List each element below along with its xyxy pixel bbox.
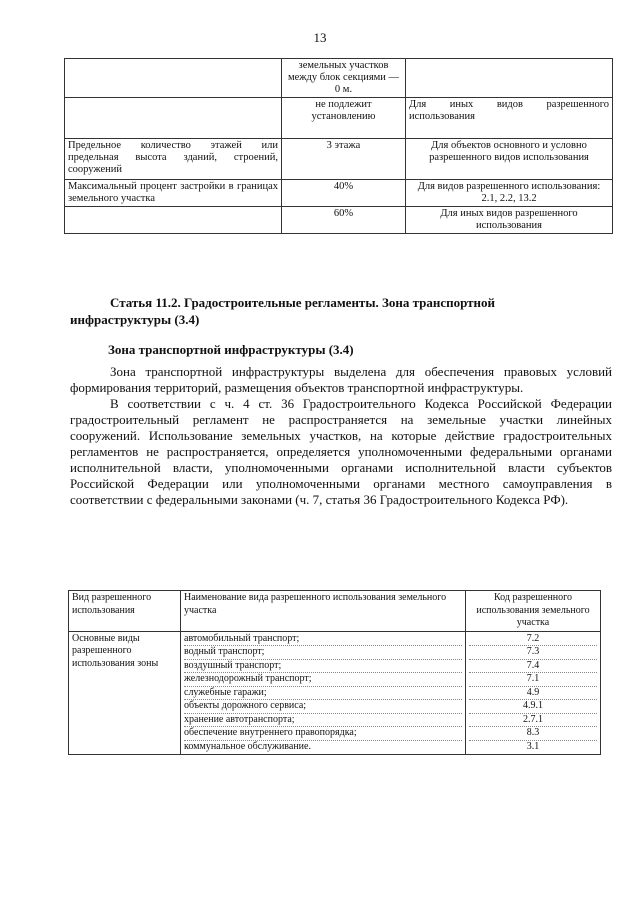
table-cell: 40% [282, 180, 406, 207]
use-code: 4.9 [469, 687, 597, 701]
body-text [70, 364, 612, 508]
table-header-cell: Наименование вида разрешенного использования земельного участка [181, 591, 466, 632]
table-cell [406, 59, 613, 98]
paragraph: В соответствии с ч. 4 ст. 36 Градостроительного Кодекса Российской Федерации градостроительный регламент не распространяется на земельные участки линейных сооружений. Использование земельных участков, на которые действие градостроительных регламентов не распространяется, определяется уполномоченными федеральными органами исполнительной власти, уполномоченными органами исполнительной власти субъектов Российской Федерации или уполномоченными органами местного самоуправления в соответствии с федеральными законами (ч. 7, статья 36 Градостроительного Кодекса РФ). [70, 396, 612, 507]
article-title [70, 294, 612, 328]
table-cell: 60% [282, 207, 406, 234]
use-name: коммунальное обслуживание. [184, 740, 311, 752]
table-cell: земельных участков между блок секциями — 0 м. [282, 59, 406, 98]
table-cell: не подлежит установлению [282, 98, 406, 139]
use-name: автомобильный транспорт; [184, 633, 462, 647]
use-name: водный транспорт; [184, 646, 462, 660]
use-code: 8.3 [469, 727, 597, 741]
use-name: хранение автотранспорта; [184, 714, 462, 728]
permitted-use-table [68, 590, 601, 755]
paragraph: Зона транспортной инфраструктуры выделена для обеспечения правовых условий формирования территорий, размещения объектов транспортной инфраструктуры. [70, 364, 612, 395]
table-header-cell: Вид разрешенного использования [69, 591, 181, 632]
table-header-cell: Код разрешенного использования земельного участка [466, 591, 601, 632]
article-title-line: инфраструктуры (3.4) [70, 312, 200, 327]
table-cell: 3 этажа [282, 139, 406, 180]
use-name: объекты дорожного сервиса; [184, 700, 462, 714]
use-code: 7.4 [469, 660, 597, 674]
use-code: 4.9.1 [469, 700, 597, 714]
table-cell: Для объектов основного и условно разрешенного видов использования [406, 139, 613, 180]
table-cell: Максимальный процент застройки в границах земельного участка [65, 180, 282, 207]
use-name: воздушный транспорт; [184, 660, 462, 674]
use-names-cell [181, 631, 466, 755]
table-cell: Для иных видов разрешенного использования [406, 207, 613, 234]
use-name: железнодорожный транспорт; [184, 673, 462, 687]
use-code: 7.3 [469, 646, 597, 660]
table-cell: Для иных видов разрешенного использования [406, 98, 613, 139]
page-number: 13 [313, 30, 327, 45]
use-code: 2.7.1 [469, 714, 597, 728]
use-codes-cell [466, 631, 601, 755]
use-name: обеспечение внутреннего правопорядка; [184, 727, 462, 741]
regulations-table [64, 58, 613, 234]
table-cell [65, 59, 282, 98]
use-code: 3.1 [526, 740, 540, 752]
table-cell [65, 207, 282, 234]
table-cell [65, 98, 282, 139]
use-name: служебные гаражи; [184, 687, 462, 701]
group-label-cell: Основные виды разрешенного использования зоны [69, 631, 181, 755]
table-cell: Предельное количество этажей или предельная высота зданий, строений, сооружений [65, 139, 282, 180]
use-code: 7.1 [469, 673, 597, 687]
article-title-line: Статья 11.2. Градостроительные регламенты. Зона транспортной [110, 295, 496, 310]
use-code: 7.2 [469, 633, 597, 647]
table-cell: Для видов разрешенного использования: 2.1, 2.2, 13.2 [406, 180, 613, 207]
zone-title: Зона транспортной инфраструктуры (3.4) [108, 342, 354, 357]
